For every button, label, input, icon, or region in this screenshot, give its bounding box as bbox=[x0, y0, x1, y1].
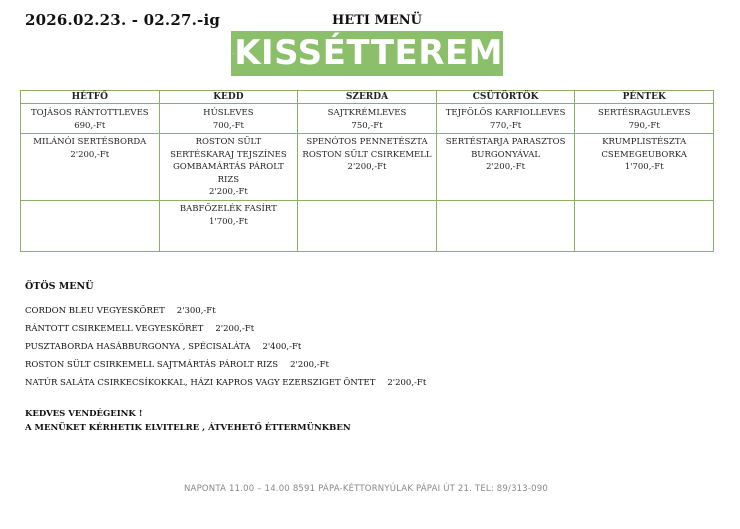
item-price: 2'200,-Ft bbox=[290, 360, 329, 370]
dish-price: 690,-Ft bbox=[74, 120, 106, 131]
dish-price: 2'200,-Ft bbox=[486, 162, 525, 172]
menu-cell bbox=[575, 104, 714, 134]
menu-cell bbox=[298, 134, 437, 201]
notice-greeting: KEDVES VENDÉGEINK ! bbox=[25, 409, 143, 419]
menu-cell bbox=[298, 104, 437, 134]
logo-text: KISSÉTTEREM bbox=[234, 33, 503, 73]
day-header-wednesday: SZERDA bbox=[298, 91, 437, 104]
menu-cell bbox=[436, 104, 575, 134]
list-item bbox=[25, 322, 426, 340]
menu-cell-empty bbox=[21, 201, 160, 252]
table-row-extras bbox=[21, 201, 714, 252]
menu-cell bbox=[159, 134, 298, 201]
fixed-menu-title: ÖTÖS MENÜ bbox=[25, 281, 94, 292]
dish-price: 1'700,-Ft bbox=[624, 162, 664, 172]
item-name: PUSZTABORDA HASÁBBURGONYA , SPÉCISALÁTA bbox=[25, 342, 251, 352]
dish-price: 770,-Ft bbox=[490, 120, 522, 131]
dish-name-line: ROSTON SÜLT bbox=[195, 137, 262, 147]
dish-price: 2'200,-Ft bbox=[208, 187, 248, 197]
menu-cell-empty bbox=[298, 201, 437, 252]
fixed-menu-list bbox=[25, 304, 426, 394]
table-header-row bbox=[21, 91, 714, 104]
dish-name-line: GOMBAMÁRTÁS PÁROLT bbox=[172, 162, 284, 172]
dish-name-line: SPENÓTOS PENNETÉSZTA bbox=[306, 137, 428, 147]
item-name: NATÚR SALÁTA CSIRKECSÍKOKKAL, HÁZI KAPROS VAGY EZERSZIGET ÖNTET bbox=[25, 378, 376, 388]
day-header-friday: PÉNTEK bbox=[575, 91, 714, 104]
dish-name: HÚSLEVES bbox=[203, 108, 254, 118]
item-price: 2'300,-Ft bbox=[176, 306, 216, 316]
dish-name-line: BURGONYÁVAL bbox=[471, 149, 541, 160]
item-name: ROSTON SÜLT CSIRKEMELL SAJTMÁRTÁS PÁROLT RIZS bbox=[25, 360, 279, 370]
table-row-mains bbox=[21, 134, 714, 201]
dish-price: 790,-Ft bbox=[628, 120, 660, 131]
menu-cell bbox=[159, 104, 298, 134]
list-item bbox=[25, 358, 426, 376]
item-name: RÁNTOTT CSIRKEMELL VEGYESKÖRET bbox=[25, 324, 204, 334]
menu-cell-empty bbox=[575, 201, 714, 252]
dish-price: 700,-Ft bbox=[212, 120, 244, 131]
dish-name: SAJTKRÉMLEVES bbox=[327, 108, 407, 118]
dish-name-line: CSEMEGEUBORKA bbox=[601, 149, 687, 160]
dish-name: SERTÉSRAGULEVES bbox=[597, 108, 691, 118]
dish-name: MILÁNÓI SERTÉSBORDA bbox=[33, 137, 147, 147]
menu-cell bbox=[21, 104, 160, 134]
page-title: HETI MENÜ bbox=[332, 13, 422, 28]
menu-cell-empty bbox=[436, 201, 575, 252]
weekly-menu-table bbox=[20, 90, 714, 252]
date-range: 2026.02.23. - 02.27.-ig bbox=[25, 11, 221, 29]
item-price: 2'200,-Ft bbox=[215, 324, 255, 334]
item-price: 2'400,-Ft bbox=[262, 342, 302, 352]
dish-price: 750,-Ft bbox=[351, 120, 383, 131]
dish-name-line: KRUMPLISTÉSZTA bbox=[602, 137, 687, 147]
menu-cell bbox=[159, 201, 298, 252]
footer-info: NAPONTA 11.00 – 14.00 8591 PÁPA-KÉTTORNYÚLAK PÁPAI ÚT 21. TEL: 89/313-090 bbox=[184, 484, 548, 494]
dish-name: BABFŐZELÉK FASÍRT bbox=[179, 204, 277, 214]
item-name: CORDON BLEU VEGYESKÖRET bbox=[25, 306, 165, 316]
dish-name: TOJÁSOS RÁNTOTTLEVES bbox=[30, 108, 149, 118]
restaurant-logo bbox=[231, 31, 503, 76]
day-header-tuesday: KEDD bbox=[159, 91, 298, 104]
customer-notice bbox=[25, 407, 351, 435]
day-header-thursday: CSÜTÖRTÖK bbox=[436, 91, 575, 104]
dish-name-line: SERTÉSTARJA PARASZTOS bbox=[445, 137, 566, 147]
dish-name-line: ROSTON SÜLT CSIRKEMELL bbox=[302, 149, 432, 160]
dish-name: TEJFÖLÖS KARFIOLLEVES bbox=[445, 108, 566, 118]
dish-price: 2'200,-Ft bbox=[347, 162, 387, 172]
menu-cell bbox=[575, 134, 714, 201]
list-item bbox=[25, 340, 426, 358]
menu-cell bbox=[21, 134, 160, 201]
list-item bbox=[25, 376, 426, 394]
item-price: 2'200,-Ft bbox=[387, 378, 427, 388]
notice-takeaway: A MENÜKET KÉRHETIK ELVITELRE , ÁTVEHETŐ ÉTTERMÜNKBEN bbox=[25, 423, 351, 433]
table-row-soups bbox=[21, 104, 714, 134]
dish-price: 1'700,-Ft bbox=[208, 216, 248, 227]
dish-price: 2'200,-Ft bbox=[70, 149, 110, 160]
menu-cell bbox=[436, 134, 575, 201]
day-header-monday: HÉTFŐ bbox=[21, 91, 160, 104]
dish-name-line: SERTÉSKARAJ TEJSZÍNES bbox=[170, 149, 287, 160]
list-item bbox=[25, 304, 426, 322]
dish-name-line: RIZS bbox=[217, 174, 240, 185]
